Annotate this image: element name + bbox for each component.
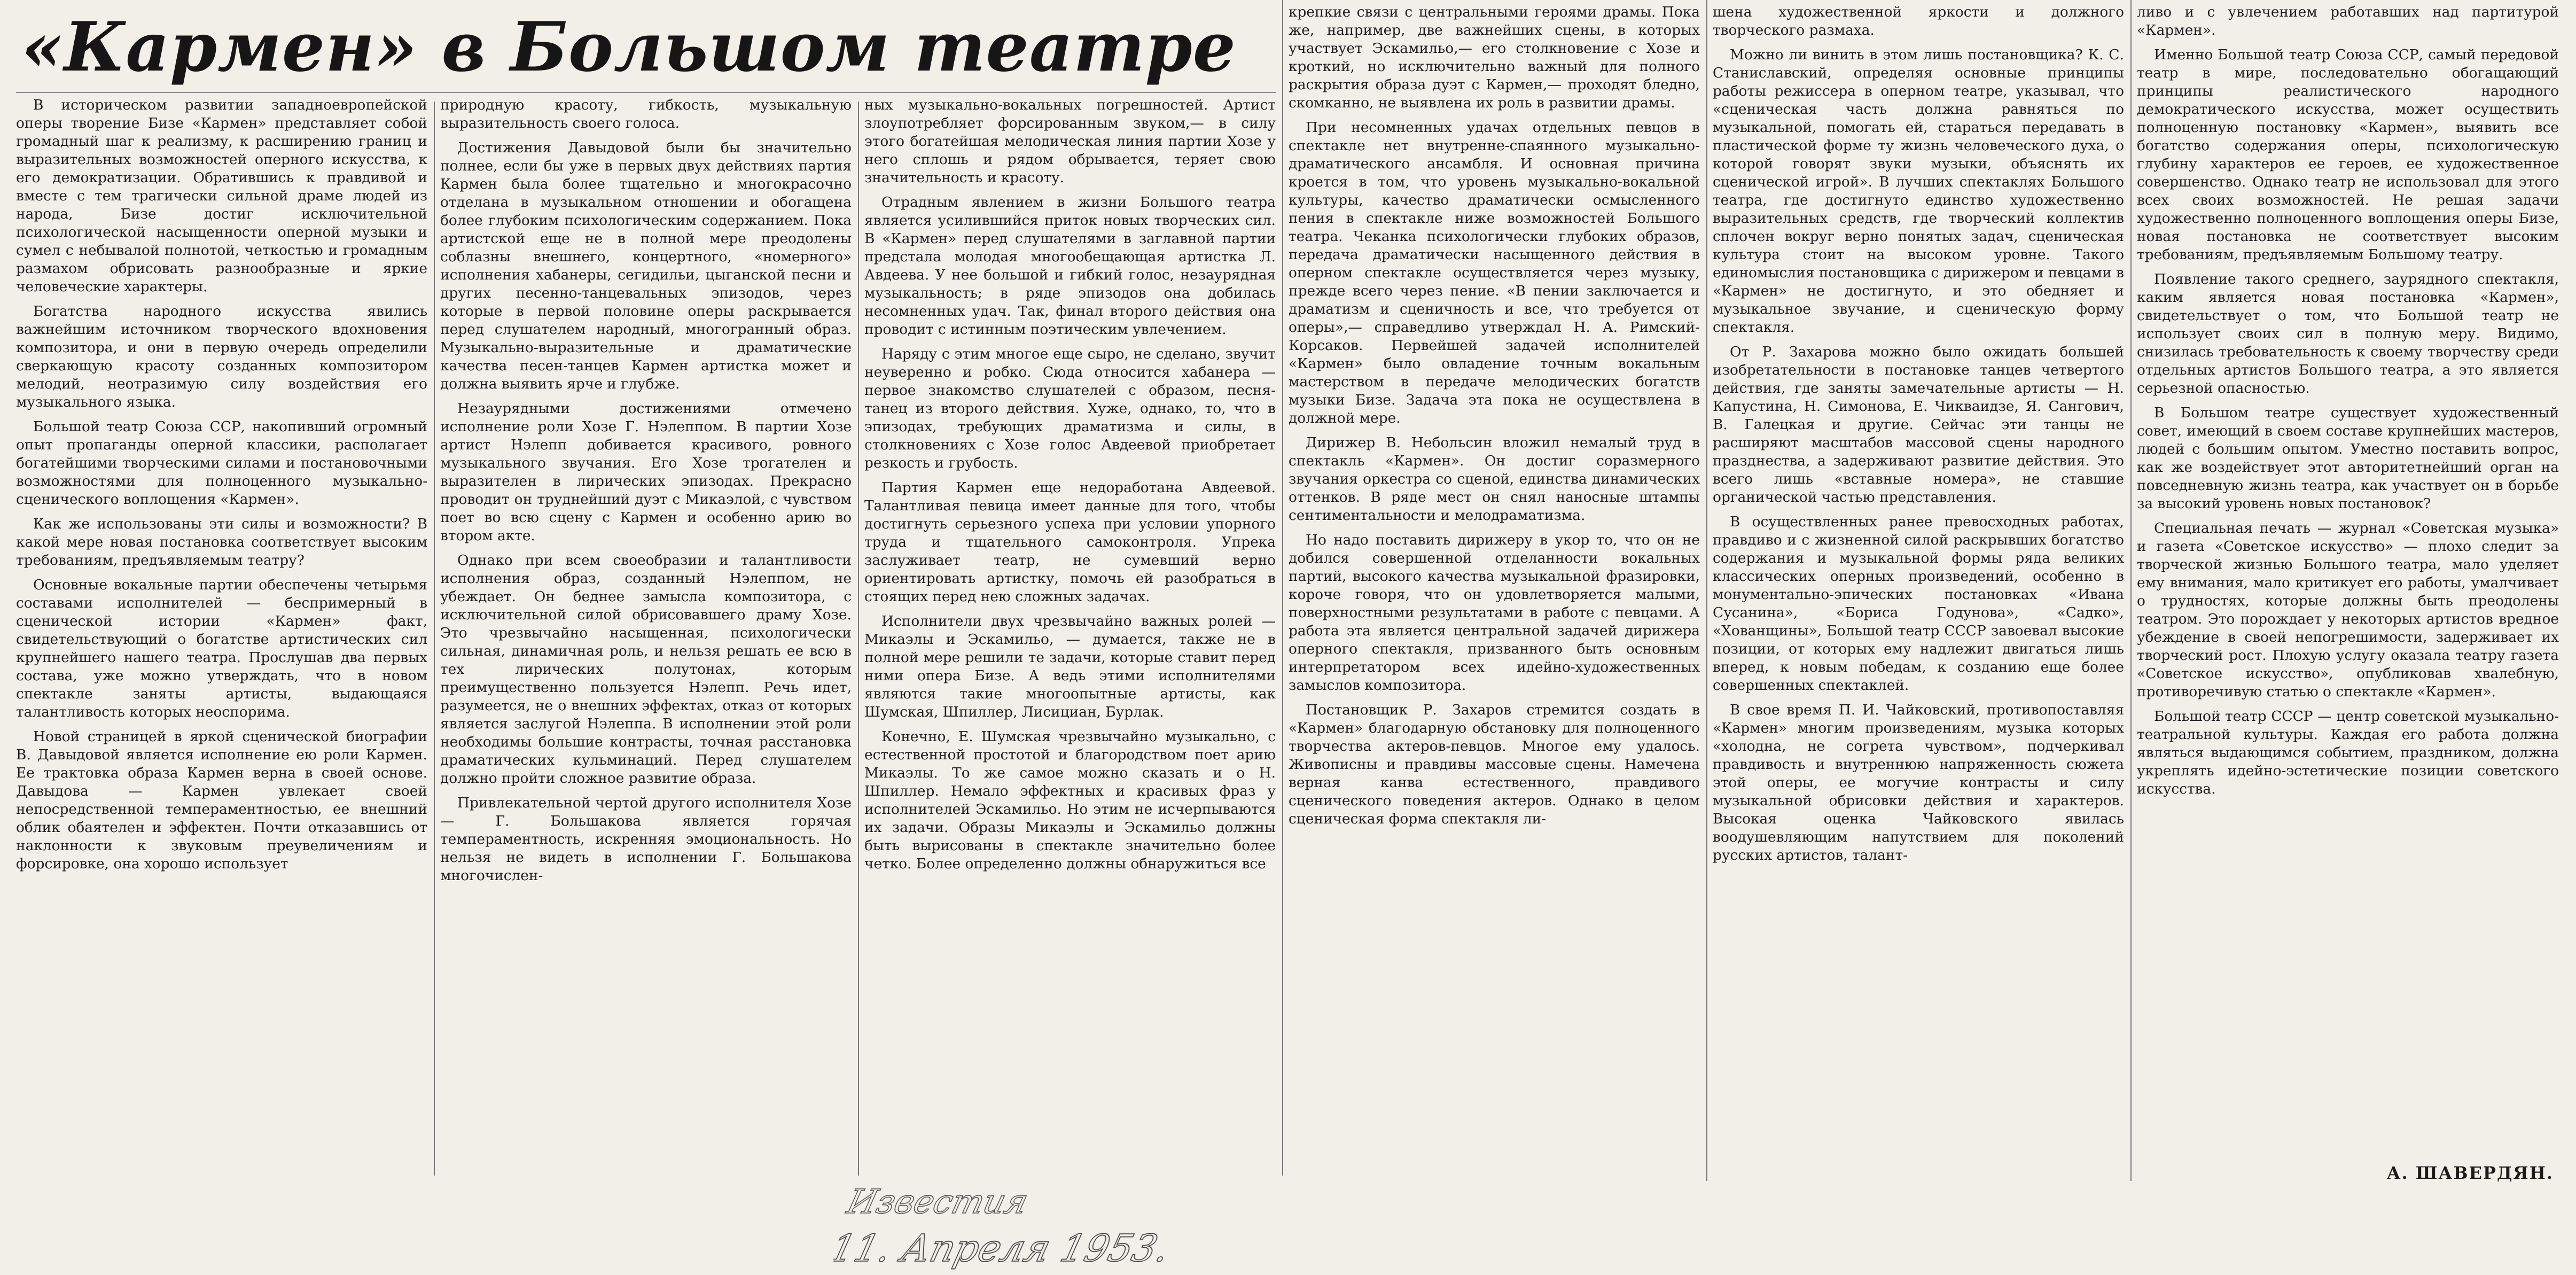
article-paragraph: Как же использованы эти силы и возможности? В какой мере новая постановка соответствует высоким требованиям, предъявляемым театру? [16, 516, 427, 569]
article-headline: «Кармен» в Большом театре [21, 7, 1236, 87]
article-paragraph: ливо и с увлечением работавших над партитурой «Кармен». [2137, 4, 2559, 38]
article-paragraph: От Р. Захарова можно было ожидать большей изобретательности в постановке танцев четвертого действия, где заняты замечательные артисты — Н. Капустина, Н. Симонова, Е. Чикваидзе, Я. Сангович, В. Галецкая и другие. Сейчас эти танцы не расширяют масштабов массовой сцены народного празднества, а задерживают развитие действия. Это всего лишь «вставные номера», не ставшие органической частью представления. [1713, 344, 2124, 506]
article-paragraph: В Большом театре существует художественный совет, имеющий в своем составе крупнейших мастеров, людей с большим опытом. Уместно поставить вопрос, как же воздействует этот авторитетнейший орган на повседневную жизнь театра, как участвует он в борьбе за высокий уровень новых постановок? [2137, 405, 2559, 512]
column-divider [2130, 0, 2132, 1181]
article-paragraph: Партия Кармен еще недоработана Авдеевой. Талантливая певица имеет данные для того, чтобы достигнуть серьезного успеха при условии упорного труда и тщательного самоконтроля. Упрека заслуживает театр, не сумевший верно ориентировать артистку, помочь ей разобраться в стоящих перед нею сложных задачах. [864, 479, 1276, 605]
article-paragraph: шена художественной яркости и должного творческого размаха. [1713, 4, 2124, 38]
article-paragraph: Большой театр СССР — центр советской музыкально-театральной культуры. Каждая его работа должна являться выдающимся событием, праздником, должна укреплять идейно-эстетические позиции советского искусства. [2137, 708, 2559, 797]
article-paragraph: крепкие связи с центральными героями драмы. Пока же, например, две важнейших сцены, в которых участвует Эскамильо,— его столкновение с Хозе и кроткий, но исключительно важный для полного раскрытия образа дуэт с Кармен,— проходят бледно, скомканно, не выявлена их роль в развитии драмы. [1289, 4, 1700, 111]
article-paragraph: Большой театр Союза ССР, накопивший огромный опыт пропаганды оперной классики, располагает богатейшими творческими силами и постановочными возможностями для полноценного музыкально-сценического воплощения «Кармен». [16, 418, 427, 508]
article-paragraph: В историческом развитии западноевропейской оперы творение Бизе «Кармен» представляет собой громадный шаг к реализму, к расширению границ и выразительных возможностей оперного искусства, к его демократизации. Обратившись к правдивой и вместе с тем трагически сильной драме людей из народа, Бизе достиг исключительной психологической насыщенности оперной музыки и сумел с небывалой полнотой, четкостью и громадным размахом обрисовать разнообразные и яркие человеческие характеры. [16, 97, 427, 295]
article-paragraph: Отрадным явлением в жизни Большого театра является усилившийся приток новых творческих сил. В «Кармен» перед слушателями в заглавной партии предстала молодая многообещающая артистка Л. Авдеева. У нее большой и гибкий голос, незаурядная музыкальность; в ряде эпизодов она добилась несомненных удач. Так, финал второго действия она проводит с истинным поэтическим увлечением. [864, 194, 1276, 338]
author-signature: А. ШАВЕРДЯН. [2386, 1163, 2554, 1183]
article-paragraph: Исполнители двух чрезвычайно важных ролей — Микаэлы и Эскамильо, — думается, также не в полной мере решили те задачи, которые ставит перед ними опера Бизе. А ведь этими исполнителями являются такие многоопытные артисты, как Шумская, Шпиллер, Лисициан, Бурлак. [864, 613, 1276, 720]
article-paragraph: Конечно, Е. Шумская чрезвычайно музыкально, с естественной простотой и благородством поет арию Микаэлы. То же самое можно сказать и о Н. Шпиллер. Немало эффектных и красивых фраз у исполнителей Эскамильо. Но этим не исчерпываются их задачи. Образы Микаэлы и Эскамильо должны быть вырисованы в спектакле значительно более четко. Более определенно должны обнаружиться все [864, 728, 1276, 872]
article-paragraph: Новой страницей в яркой сценической биографии В. Давыдовой является исполнение ею роли Кармен. Ее трактовка образа Кармен верна в своей основе. Давыдова — Кармен увлекает своей непосредственной темпераментностью, ее внешний облик обаятелен и эффектен. Почти отказавшись от наклонности к звуковым преувеличениям и форсировке, она хорошо использует [16, 728, 427, 872]
handwritten-date: 11. Апреля 1953. [833, 1226, 1174, 1270]
article-paragraph: В осуществленных ранее превосходных работах, правдиво и с жизненной силой раскрывших богатство содержания и музыкальной формы ряда великих классических оперных произведений, особенно в монументально-эпических постановках «Ивана Сусанина», «Бориса Годунова», «Садко», «Хованщины», Большой театр СССР завоевал высокие позиции, от которых ему надлежит двигаться лишь вперед, к новым победам, к созданию еще более совершенных спектаклей. [1713, 514, 2124, 694]
article-paragraph: В свое время П. И. Чайковский, противопоставляя «Кармен» многим произведениям, музыка которых «холодна, не согрета чувством», подчеркивал правдивость и внутреннюю напряженность сюжета этой оперы, ее могучие контрасты и силу музыкальной обрисовки действия и характеров. Высокая оценка Чайковского явилась воодушевляющим напутствием для поколений русских артистов, талант- [1713, 702, 2124, 864]
article-column-6 [2137, 3, 2559, 1157]
handwritten-note-svg [833, 1176, 1218, 1273]
article-paragraph: Наряду с этим многое еще сыро, не сделано, звучит неуверенно и робко. Сюда относится хабанера — первое знакомство слушателей с образом, песня-танец из второго действия. Хуже, однако, то, что в эпизодах, требующих драматизма и силы, в столкновениях с Хозе голос Авдеевой приобретает резкость и грубость. [864, 346, 1276, 471]
article-paragraph: Незаурядными достижениями отмечено исполнение роли Хозе Г. Нэлеппом. В партии Хозе артист Нэлепп добивается красивого, ровного музыкального звучания. Его Хозе трогателен и выразителен в лирических эпизодах. Прекрасно проводит он труднейший дуэт с Микаэлой, с чувством поет во всю сцену с Кармен и особенно арию во втором акте. [440, 400, 852, 544]
article-column-5 [1713, 3, 2124, 1181]
article-paragraph: Можно ли винить в этом лишь постановщика? К. С. Станиславский, определяя основные принципы работы режиссера в оперном театре, указывал, что «сценическая часть должна равняться по музыкальной, помогать ей, стараться передавать в пластической форме ту жизнь человеческого духа, о которой говорят звуки музыки, объяснять их сценической игрой». В лучших спектаклях Большого театра, где достигнуто единство художественно выразительных средств, где творческий коллектив сплочен вокруг верно понятых задач, сценическая культура стоит на высоком уровне. Такого единомыслия постановщика с дирижером и певцами в «Кармен» не достигнуто, и это обедняет и музыкальное звучание, и сценическую форму спектакля. [1713, 46, 2124, 336]
article-paragraph: Привлекательной чертой другого исполнителя Хозе — Г. Большакова является горячая темпераментность, искренняя эмоциональность. Но нельзя не видеть в исполнении Г. Большакова многочислен- [440, 795, 852, 884]
article-column-2 [440, 96, 852, 1176]
article-paragraph: Именно Большой театр Союза ССР, самый передовой театр в мире, последовательно обогащающий принципы реалистического народного демократического искусства, может осуществить полноценную постановку «Кармен», выявить все богатство содержания оперы, психологическую глубину характеров ее героев, ее художественное совершенство. Однако театр не использовал для этого всех своих возможностей. Не решая задачи художественно полноценного воплощения оперы Бизе, новая постановка не соответствует высоким требованиям, предъявляемым Большому театру. [2137, 46, 2559, 263]
article-paragraph: природную красоту, гибкость, музыкальную выразительность своего голоса. [440, 97, 852, 131]
article-paragraph: Достижения Давыдовой были бы значительно полнее, если бы уже в первых двух действиях партия Кармен была более тщательно и многокрасочно отделана в музыкальном отношении и обогащена более глубоким психологическим содержанием. Пока артистской еще не в полной мере преодолены соблазны внешнего, концертного, «номерного» исполнения хабанеры, сегидильи, цыганской песни и других песенно-танцевальных эпизодов, через которые в первой половине оперы раскрывается перед слушателем народный, многогранный образ. Музыкально-выразительные и драматические качества песен-танцев Кармен артистка может и должна выявить ярче и глубже. [440, 139, 852, 392]
article-paragraph: Но надо поставить дирижеру в укор то, что он не добился совершенной отделанности вокальных партий, высокого качества музыкальной фразировки, короче говоря, что он удовлетворяется малыми, поверхностными результатами в работе с певцами. А работа эта является центральной задачей дирижера оперного спектакля, призванного быть основным интерпретатором всех идейно-художественных замыслов композитора. [1289, 532, 1700, 694]
article-paragraph: При несомненных удачах отдельных певцов в спектакле нет внутренне-спаянного музыкально-драматического ансамбля. И основная причина кроется в том, что уровень музыкально-вокальной культуры, качество драматически осмысленного пения в спектакле ниже возможностей Большого театра. Чеканка психологически глубоких образов, передача драматически насыщенного действия в оперном спектакле осуществляется через музыку, прежде всего через пение. «В пении заключается и драматизм и сценичность и все, что требуется от оперы»,— справедливо утверждал Н. А. Римский-Корсаков. Первейшей задачей исполнителей «Кармен» было овладение точным вокальным мастерством в передаче мелодических богатств музыки Бизе. Задача эта пока не осуществлена в должной мере. [1289, 119, 1700, 426]
headline-underline [16, 92, 1276, 93]
article-column-4 [1289, 3, 1700, 1181]
article-paragraph: Однако при всем своеобразии и талантливости исполнения образ, созданный Нэлеппом, не убеждает. Он беднее замысла композитора, с исключительной силой обрисовавшего драму Хозе. Это чрезвычайно насыщенная, психологически сильная, динамичная роль, и нельзя решать ее всю в тех лирических полутонах, которым преимущественно пользуется Нэлепп. Речь идет, разумеется, не о внешних эффектах, отказ от которых является заслугой Нэлеппа. В исполнении этой роли необходимы большие контрасты, точная расстановка драматических кульминаций. Перед слушателем должно пройти сложное развитие образа. [440, 552, 852, 787]
article-column-1 [16, 96, 427, 1176]
article-paragraph: Основные вокальные партии обеспечены четырьмя составами исполнителей — беспримерный в сценической истории «Кармен» факт, свидетельствующий о богатстве артистических сил крупнейшего нашего театра. Прослушав два первых состава, уже можно утверждать, что в новом спектакле заняты артисты, выдающаяся талантливость которых неоспорима. [16, 577, 427, 720]
handwritten-publication: Известия [843, 1182, 1032, 1221]
column-divider [1706, 0, 1707, 1181]
column-divider [434, 102, 435, 1176]
article-paragraph: Постановщик Р. Захаров стремится создать в «Кармен» благодарную обстановку для полноценного творчества актеров-певцов. Многое ему удалось. Живописны и правдивы массовые сцены. Намечена верная канва естественного, правдивого сценического поведения актеров. Однако в целом сценическая форма спектакля ли- [1289, 702, 1700, 827]
article-paragraph: ных музыкально-вокальных погрешностей. Артист злоупотребляет форсированным звуком,— в силу этого богатейшая мелодическая линия партии Хозе у него сплошь и рядом обрывается, теряет свою значительность и красоту. [864, 97, 1276, 186]
handwritten-source-note [833, 1176, 1218, 1273]
article-paragraph: Появление такого среднего, заурядного спектакля, каким является новая постановка «Кармен», свидетельствует о том, что Большой театр не использует своих сил в полную меру. Видимо, снизилась требовательность к своему творчеству среди отдельных артистов Большого театра, а это является серьезной опасностью. [2137, 271, 2559, 397]
article-paragraph: Богатства народного искусства явились важнейшим источником творческого вдохновения композитора, и они в первую очередь определили сверкающую красоту созданных композитором мелодий, неотразимую силу воздействия его музыкального языка. [16, 303, 427, 410]
article-paragraph: Специальная печать — журнал «Советская музыка» и газета «Советское искусство» — плохо следит за творческой жизнью Большого театра, мало уделяет ему внимания, мало критикует его работы, умалчивает о трудностях, которые должны быть преодолены театром. Это порождает у некоторых артистов вредное убеждение в своей непогрешимости, задерживает их творческий рост. Плохую услугу оказала театру газета «Советское искусство», опубликовав хвалебную, противоречивую статью о спектакле «Кармен». [2137, 520, 2559, 700]
column-divider [858, 102, 859, 1176]
article-paragraph: Дирижер В. Небольсин вложил немалый труд в спектакль «Кармен». Он достиг соразмерного звучания оркестра со сценой, единства динамических оттенков. В ряде мест он снял наносные штампы сентиментальности и мелодраматизма. [1289, 434, 1700, 524]
article-column-3 [864, 96, 1276, 1176]
column-divider [1282, 0, 1283, 1176]
